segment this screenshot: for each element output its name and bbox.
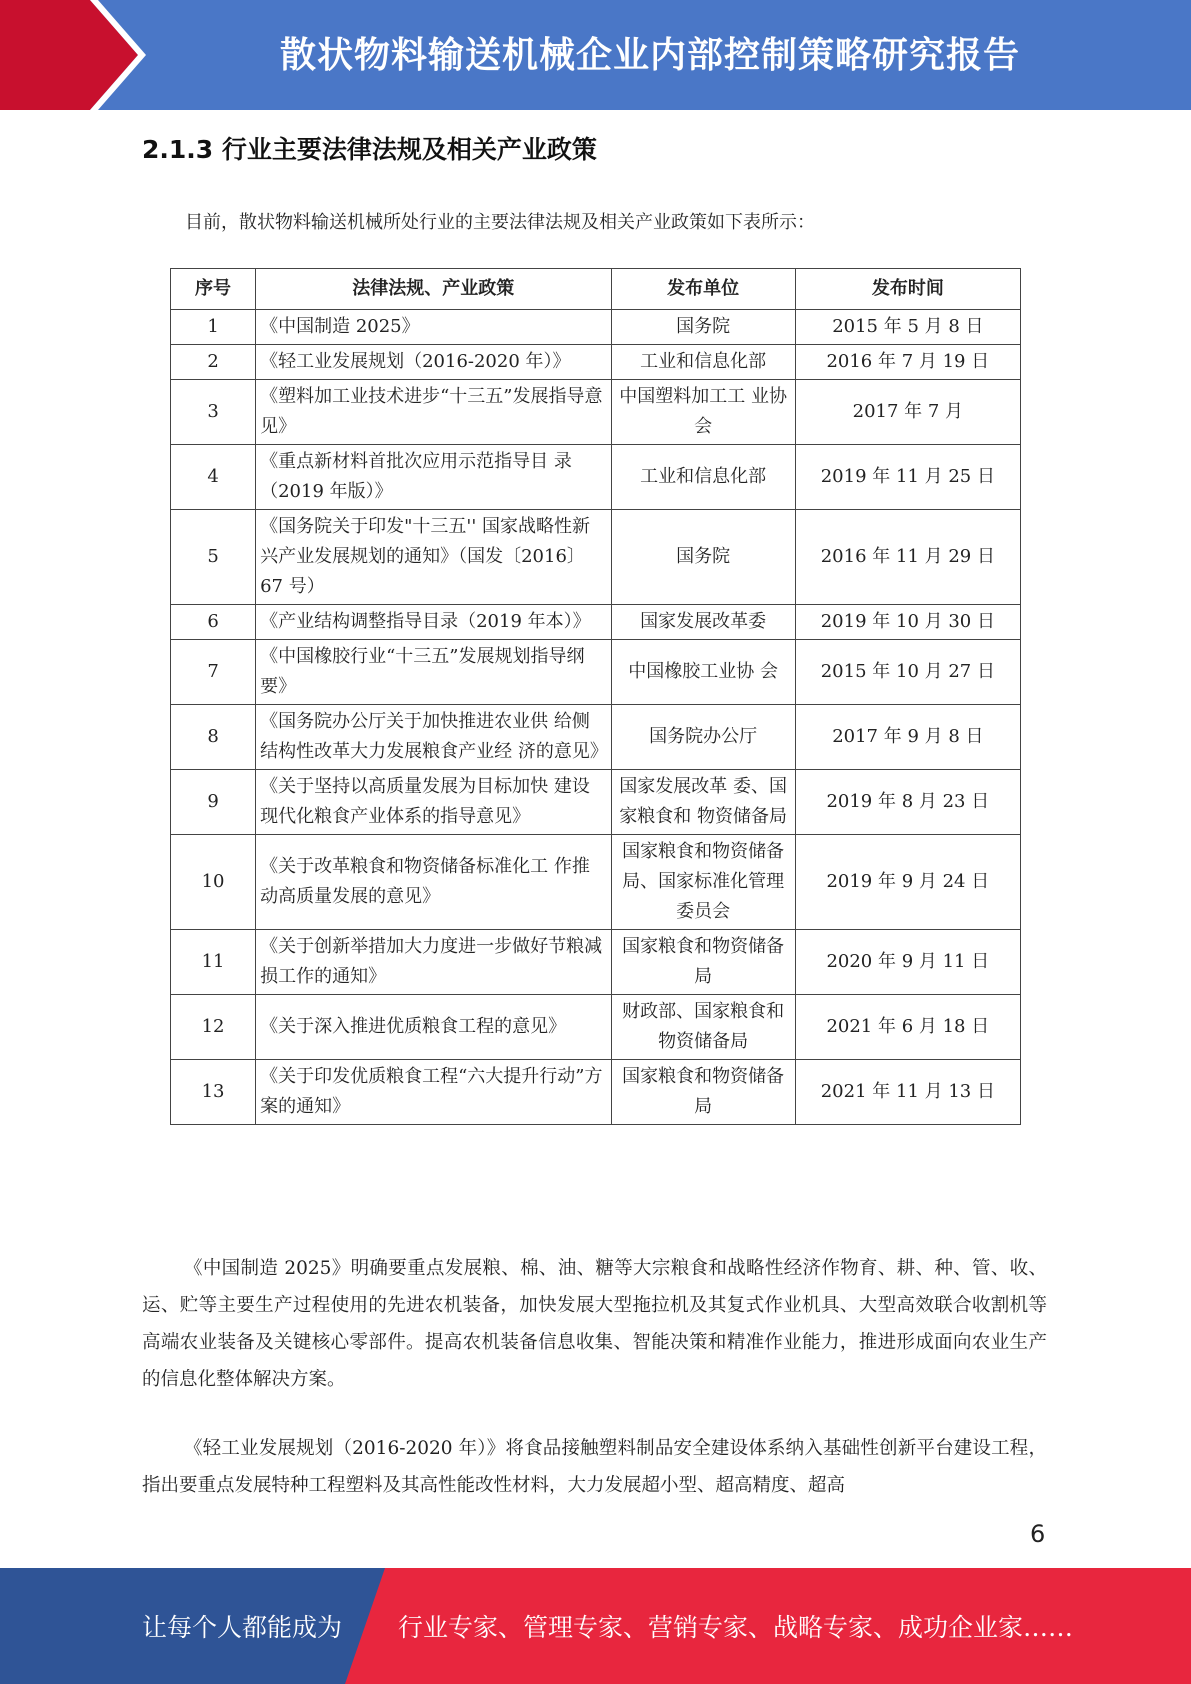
row-date: 2016 年 11 月 29 日 — [795, 510, 1020, 605]
row-no: 9 — [171, 770, 256, 835]
row-org: 国家发展改革 委、国家粮食和 物资储备局 — [611, 770, 795, 835]
row-org: 国家粮食和物资储备局 — [611, 930, 795, 995]
row-org: 国务院 — [611, 510, 795, 605]
row-date: 2019 年 8 月 23 日 — [795, 770, 1020, 835]
row-policy: 《国务院关于印发"十三五'' 国家战略性新兴产业发展规划的通知》（国发〔2016〕 67 号） — [256, 510, 611, 605]
row-policy: 《重点新材料首批次应用示范指导目 录（2019 年版）》 — [256, 445, 611, 510]
row-no: 6 — [171, 605, 256, 640]
row-org: 国家发展改革委 — [611, 605, 795, 640]
row-date: 2015 年 5 月 8 日 — [795, 310, 1020, 345]
row-date: 2019 年 11 月 25 日 — [795, 445, 1020, 510]
row-org: 工业和信息化部 — [611, 445, 795, 510]
table-row — [171, 1060, 1021, 1125]
row-no: 8 — [171, 705, 256, 770]
row-no: 3 — [171, 380, 256, 445]
footer-slogan-right: 行业专家、管理专家、营销专家、战略专家、成功企业家…… — [398, 1613, 1074, 1642]
row-org: 国务院办公厅 — [611, 705, 795, 770]
paragraph-made-in-china-2025: 《中国制造 2025》明确要重点发展粮、棉、油、糖等大宗粮食和战略性经济作物育、耕、种、管、收、运、贮等主要生产过程使用的先进农机装备，加快发展大型拖拉机及其复式作业机具、大型高效联合收割机等高端农业装备及关键核心零部件。提高农机装备信息收集、智能决策和精准作业能力，推进形成面向农业生产的信息化整体解决方案。 — [142, 1258, 1047, 1390]
row-org: 工业和信息化部 — [611, 345, 795, 380]
row-date: 2017 年 7 月 — [795, 380, 1020, 445]
row-no: 13 — [171, 1060, 256, 1125]
row-no: 12 — [171, 995, 256, 1060]
column-header-no: 序号 — [171, 269, 256, 310]
row-no: 5 — [171, 510, 256, 605]
row-no: 2 — [171, 345, 256, 380]
row-policy: 《关于改革粮食和物资储备标准化工 作推动高质量发展的意见》 — [256, 835, 611, 930]
table-header-row — [171, 269, 1021, 310]
table-row — [171, 640, 1021, 705]
row-no: 4 — [171, 445, 256, 510]
report-title: 散状物料输送机械企业内部控制策略研究报告 — [279, 35, 1020, 76]
row-date: 2015 年 10 月 27 日 — [795, 640, 1020, 705]
table-row — [171, 380, 1021, 445]
row-policy: 《轻工业发展规划（2016-2020 年）》 — [256, 345, 611, 380]
footer-slogan-left: 让每个人都能成为 — [142, 1613, 343, 1642]
row-date: 2021 年 6 月 18 日 — [795, 995, 1020, 1060]
row-policy: 《产业结构调整指导目录（2019 年本）》 — [256, 605, 611, 640]
table-row — [171, 605, 1021, 640]
row-org: 国家粮食和物资储备局 — [611, 1060, 795, 1125]
table-row — [171, 705, 1021, 770]
row-policy: 《关于印发优质粮食工程“六大提升行动”方案的通知》 — [256, 1060, 611, 1125]
table-row — [171, 770, 1021, 835]
paragraph-light-industry-plan: 《轻工业发展规划（2016-2020 年）》将食品接触塑料制品安全建设体系纳入基础性创新平台建设工程，指出要重点发展特种工程塑料及其高性能改性材料，大力发展超小型、超高精度、超高 — [142, 1438, 1047, 1496]
section-heading: 2.1.3 行业主要法律法规及相关产业政策 — [142, 135, 597, 164]
row-date: 2017 年 9 月 8 日 — [795, 705, 1020, 770]
column-header-date: 发布时间 — [795, 269, 1020, 310]
row-org: 财政部、国家粮食和物资储备局 — [611, 995, 795, 1060]
page-number: 6 — [1030, 1520, 1046, 1548]
table-row — [171, 310, 1021, 345]
row-org: 国务院 — [611, 310, 795, 345]
row-policy: 《关于创新举措加大力度进一步做好节粮减损工作的通知》 — [256, 930, 611, 995]
footer-banner — [0, 1568, 1191, 1684]
table-row — [171, 445, 1021, 510]
table-row — [171, 345, 1021, 380]
header-banner — [0, 0, 1191, 110]
row-no: 7 — [171, 640, 256, 705]
row-no: 10 — [171, 835, 256, 930]
row-org: 中国塑料加工工 业协会 — [611, 380, 795, 445]
row-no: 1 — [171, 310, 256, 345]
row-policy: 《中国制造 2025》 — [256, 310, 611, 345]
row-policy: 《国务院办公厅关于加快推进农业供 给侧结构性改革大力发展粮食产业经 济的意见》 — [256, 705, 611, 770]
table-row — [171, 995, 1021, 1060]
table-row — [171, 835, 1021, 930]
row-date: 2021 年 11 月 13 日 — [795, 1060, 1020, 1125]
row-no: 11 — [171, 930, 256, 995]
row-policy: 《关于坚持以高质量发展为目标加快 建设现代化粮食产业体系的指导意见》 — [256, 770, 611, 835]
table-row — [171, 510, 1021, 605]
table-row — [171, 930, 1021, 995]
row-date: 2016 年 7 月 19 日 — [795, 345, 1020, 380]
row-policy: 《关于深入推进优质粮食工程的意见》 — [256, 995, 611, 1060]
row-policy: 《塑料加工业技术进步“十三五”发展指导意见》 — [256, 380, 611, 445]
row-date: 2019 年 9 月 24 日 — [795, 835, 1020, 930]
header-arrow-graphic — [0, 0, 160, 110]
policy-table — [170, 268, 1021, 1125]
row-date: 2020 年 9 月 11 日 — [795, 930, 1020, 995]
row-org: 中国橡胶工业协 会 — [611, 640, 795, 705]
column-header-policy: 法律法规、产业政策 — [256, 269, 611, 310]
row-policy: 《中国橡胶行业“十三五”发展规划指导纲要》 — [256, 640, 611, 705]
column-header-org: 发布单位 — [611, 269, 795, 310]
intro-text: 目前，散状物料输送机械所处行业的主要法律法规及相关产业政策如下表所示： — [185, 212, 815, 233]
row-date: 2019 年 10 月 30 日 — [795, 605, 1020, 640]
row-org: 国家粮食和物资储备局、国家标准化管理委员会 — [611, 835, 795, 930]
